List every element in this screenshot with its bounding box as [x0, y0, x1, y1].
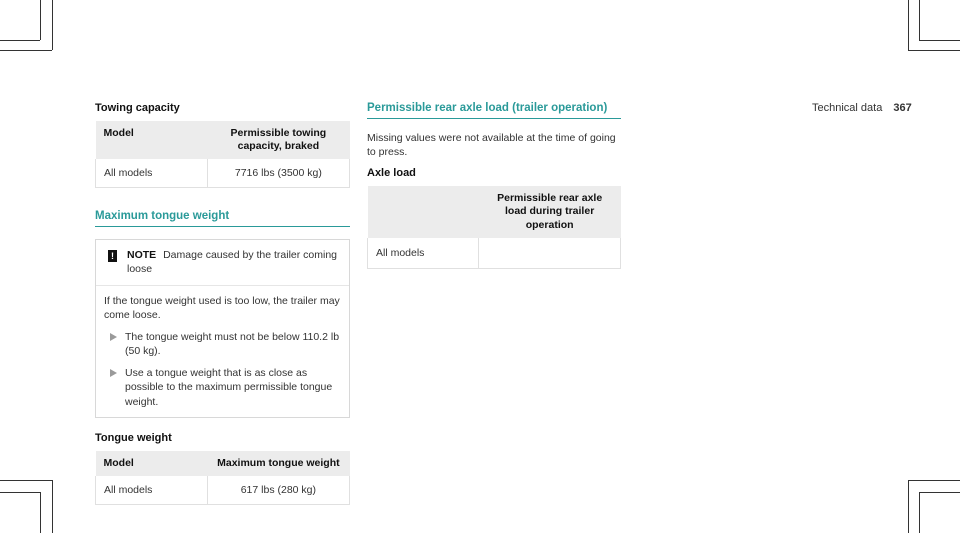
- list-item: [104, 330, 341, 358]
- exclamation-warning-icon: !: [108, 250, 117, 262]
- column-header-value: Maximum tongue weight: [207, 451, 349, 476]
- crop-mark: [908, 50, 960, 51]
- note-header: [96, 240, 349, 285]
- column-header-value: Permissible rear axle load during trailer operation: [479, 186, 621, 237]
- bullet-text: Use a tongue weight that is as close as possible to the maximum permissible tongue weight.: [125, 367, 333, 408]
- column-header-model: [368, 186, 479, 237]
- bullet-text: The tongue weight must not be below 110.2 lb (50 kg).: [125, 330, 340, 358]
- towing-capacity-heading: Towing capacity: [95, 102, 180, 114]
- note-text: If the tongue weight used is too low, the trailer may come loose.: [104, 294, 340, 321]
- table-header-row: [96, 451, 350, 476]
- column-header-model: Model: [96, 451, 208, 476]
- cell-model: All models: [96, 476, 208, 505]
- note-title: Damage caused by the trailer coming loose: [127, 249, 338, 276]
- cell-value: [479, 238, 621, 269]
- crop-mark: [919, 492, 920, 533]
- tongue-weight-table: [95, 451, 350, 505]
- crop-mark: [40, 492, 41, 533]
- axle-load-table: [367, 186, 621, 268]
- triangle-bullet-icon: [110, 369, 117, 377]
- tongue-weight-heading: Tongue weight: [95, 431, 172, 444]
- intro-text: Missing values were not available at the time of going to press.: [367, 132, 616, 159]
- crop-mark: [52, 0, 53, 50]
- crop-mark: [919, 492, 960, 493]
- table-row: [96, 159, 350, 188]
- max-tongue-weight-title: Maximum tongue weight: [95, 210, 350, 227]
- note-box: [95, 239, 350, 418]
- column-header-model: Model: [96, 121, 208, 159]
- crop-mark: [0, 40, 40, 41]
- crop-mark: [919, 0, 920, 40]
- page-number: 367: [893, 102, 912, 114]
- note-body: [96, 286, 349, 417]
- running-header: [812, 102, 912, 114]
- note-label: NOTE: [127, 249, 157, 262]
- cell-model: All models: [368, 238, 479, 269]
- cell-model: All models: [96, 159, 208, 188]
- cell-value: 7716 lbs (3500 kg): [207, 159, 349, 188]
- column-header-value: Permissible towing capacity, braked: [207, 121, 349, 159]
- axle-load-heading: Axle load: [367, 167, 416, 180]
- table-row: [368, 238, 621, 269]
- table-header-row: [96, 121, 350, 159]
- crop-mark: [40, 0, 41, 40]
- triangle-bullet-icon: [110, 333, 117, 341]
- section-name: Technical data: [812, 102, 883, 114]
- crop-mark: [908, 480, 960, 481]
- right-column: [367, 102, 621, 269]
- table-row: [96, 476, 350, 505]
- table-header-row: [368, 186, 621, 237]
- cell-value: 617 lbs (280 kg): [207, 476, 349, 505]
- crop-mark: [0, 50, 52, 51]
- rear-axle-load-title: Permissible rear axle load (trailer operation): [367, 102, 621, 119]
- towing-capacity-table: [95, 121, 350, 188]
- crop-mark: [52, 480, 53, 533]
- list-item: [104, 366, 341, 409]
- crop-mark: [908, 0, 909, 50]
- crop-mark: [0, 492, 40, 493]
- left-column: [95, 102, 350, 505]
- crop-mark: [908, 480, 909, 533]
- crop-mark: [919, 40, 960, 41]
- crop-mark: [0, 480, 52, 481]
